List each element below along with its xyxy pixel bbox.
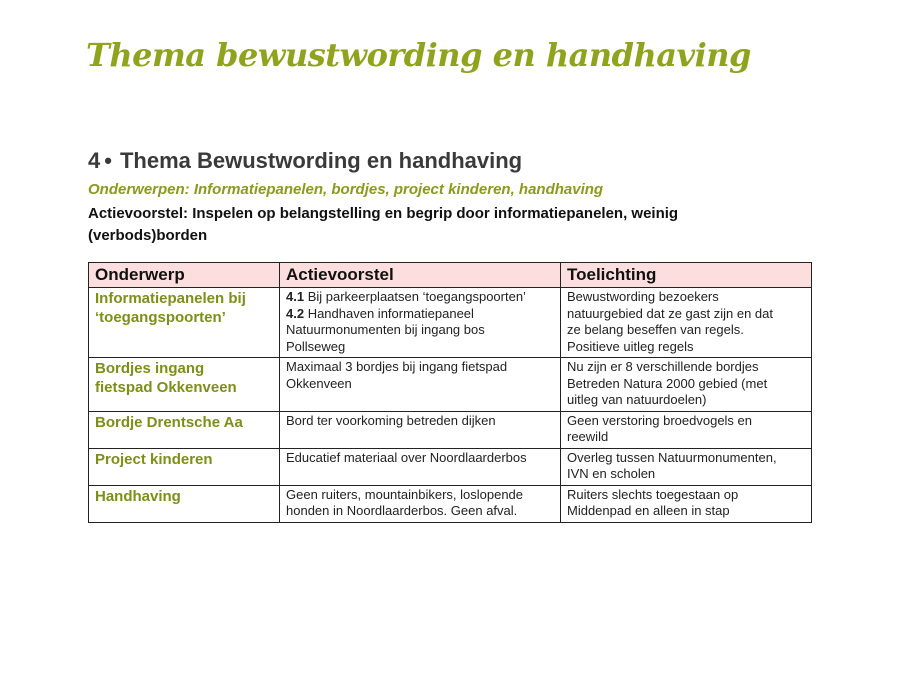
cell-line: Handhaving (95, 487, 181, 505)
notes-cell (561, 411, 812, 448)
cell-line: Betreden Natura 2000 gebied (met (567, 375, 768, 391)
cell-line: Bord ter voorkoming betreden dijken (286, 412, 496, 428)
section-topics: Onderwerpen: Informatiepanelen, bordjes, project kinderen, handhaving (88, 181, 604, 198)
cell-line: Maximaal 3 bordjes bij ingang fietspad (286, 359, 508, 374)
action-cell (280, 485, 561, 522)
cell-line: uitleg van natuurdoelen) (567, 392, 707, 407)
cell-line: ze belang beseffen van regels. (567, 322, 744, 337)
subject-cell (89, 411, 280, 448)
action-number: 4.2 (286, 305, 305, 321)
proposal-line: Actievoorstel: Inspelen op belangstelling en begrip door informatiepanelen, weinig (88, 205, 679, 222)
notes-cell (561, 485, 812, 522)
notes-cell (561, 448, 812, 485)
cell-line: ‘toegangspoorten’ (95, 309, 226, 326)
section-heading (88, 148, 812, 174)
header-onderwerp: Onderwerp (89, 263, 280, 288)
cell-line: Okkenveen (286, 375, 352, 391)
cell-line: Ruiters slechts toegestaan op (567, 486, 739, 502)
cell-line: Project kinderen (95, 450, 213, 468)
action-cell (280, 358, 561, 412)
section-heading-text: Thema Bewustwording en handhaving (119, 148, 523, 173)
cell-line: Bordjes ingang (95, 360, 205, 377)
action-item (286, 289, 554, 306)
cell-line: Nu zijn er 8 verschillende bordjes (567, 359, 759, 374)
action-item (286, 306, 554, 323)
cell-line: fietspad Okkenveen (95, 379, 237, 396)
notes-cell (561, 358, 812, 412)
table-row (89, 288, 812, 358)
subject-cell (89, 288, 280, 358)
action-cell (280, 288, 561, 358)
action-cell (280, 411, 561, 448)
action-cell (280, 448, 561, 485)
section-bullet: • (104, 148, 112, 173)
cell-line: Natuurmonumenten bij ingang bos (286, 322, 485, 337)
cell-line: Middenpad en alleen in stap (567, 503, 730, 518)
cell-line: Educatief materiaal over Noordlaarderbos (286, 449, 527, 465)
slide-title: Thema bewustwording en handhaving (86, 36, 751, 74)
notes-cell (561, 288, 812, 358)
section-number: 4 (88, 148, 101, 173)
cell-line: Geen ruiters, mountainbikers, loslopende (286, 486, 524, 502)
subject-cell (89, 358, 280, 412)
cell-line: Overleg tussen Natuurmonumenten, (567, 449, 777, 465)
table-header-row (89, 263, 812, 288)
cell-line: Positieve uitleg regels (567, 338, 694, 354)
cell-line: Informatiepanelen bij (95, 290, 246, 307)
action-text: Handhaven informatiepaneel (304, 305, 474, 321)
action-number: 4.1 (286, 289, 305, 304)
cell-line: honden in Noordlaarderbos. Geen afval. (286, 503, 518, 518)
header-actievoorstel: Actievoorstel (280, 263, 561, 288)
header-toelichting: Toelichting (561, 263, 812, 288)
document-image (88, 148, 812, 247)
cell-line: Bewustwording bezoekers (567, 289, 719, 304)
table-row (89, 411, 812, 448)
table-row (89, 448, 812, 485)
action-table (88, 262, 812, 523)
cell-line: IVN en scholen (567, 466, 656, 481)
subject-cell (89, 485, 280, 522)
cell-line: reewild (567, 429, 609, 444)
cell-line: natuurgebied dat ze gast zijn en dat (567, 305, 773, 321)
table-row (89, 485, 812, 522)
subject-cell (89, 448, 280, 485)
section-proposal (88, 203, 812, 247)
cell-line: Bordje Drentsche Aa (95, 413, 243, 431)
table-row (89, 358, 812, 412)
cell-line: Pollseweg (286, 338, 346, 354)
cell-line: Geen verstoring broedvogels en (567, 412, 753, 428)
proposal-line: (verbods)borden (88, 227, 208, 244)
action-text: Bij parkeerplaatsen ‘toegangspoorten’ (304, 289, 526, 304)
